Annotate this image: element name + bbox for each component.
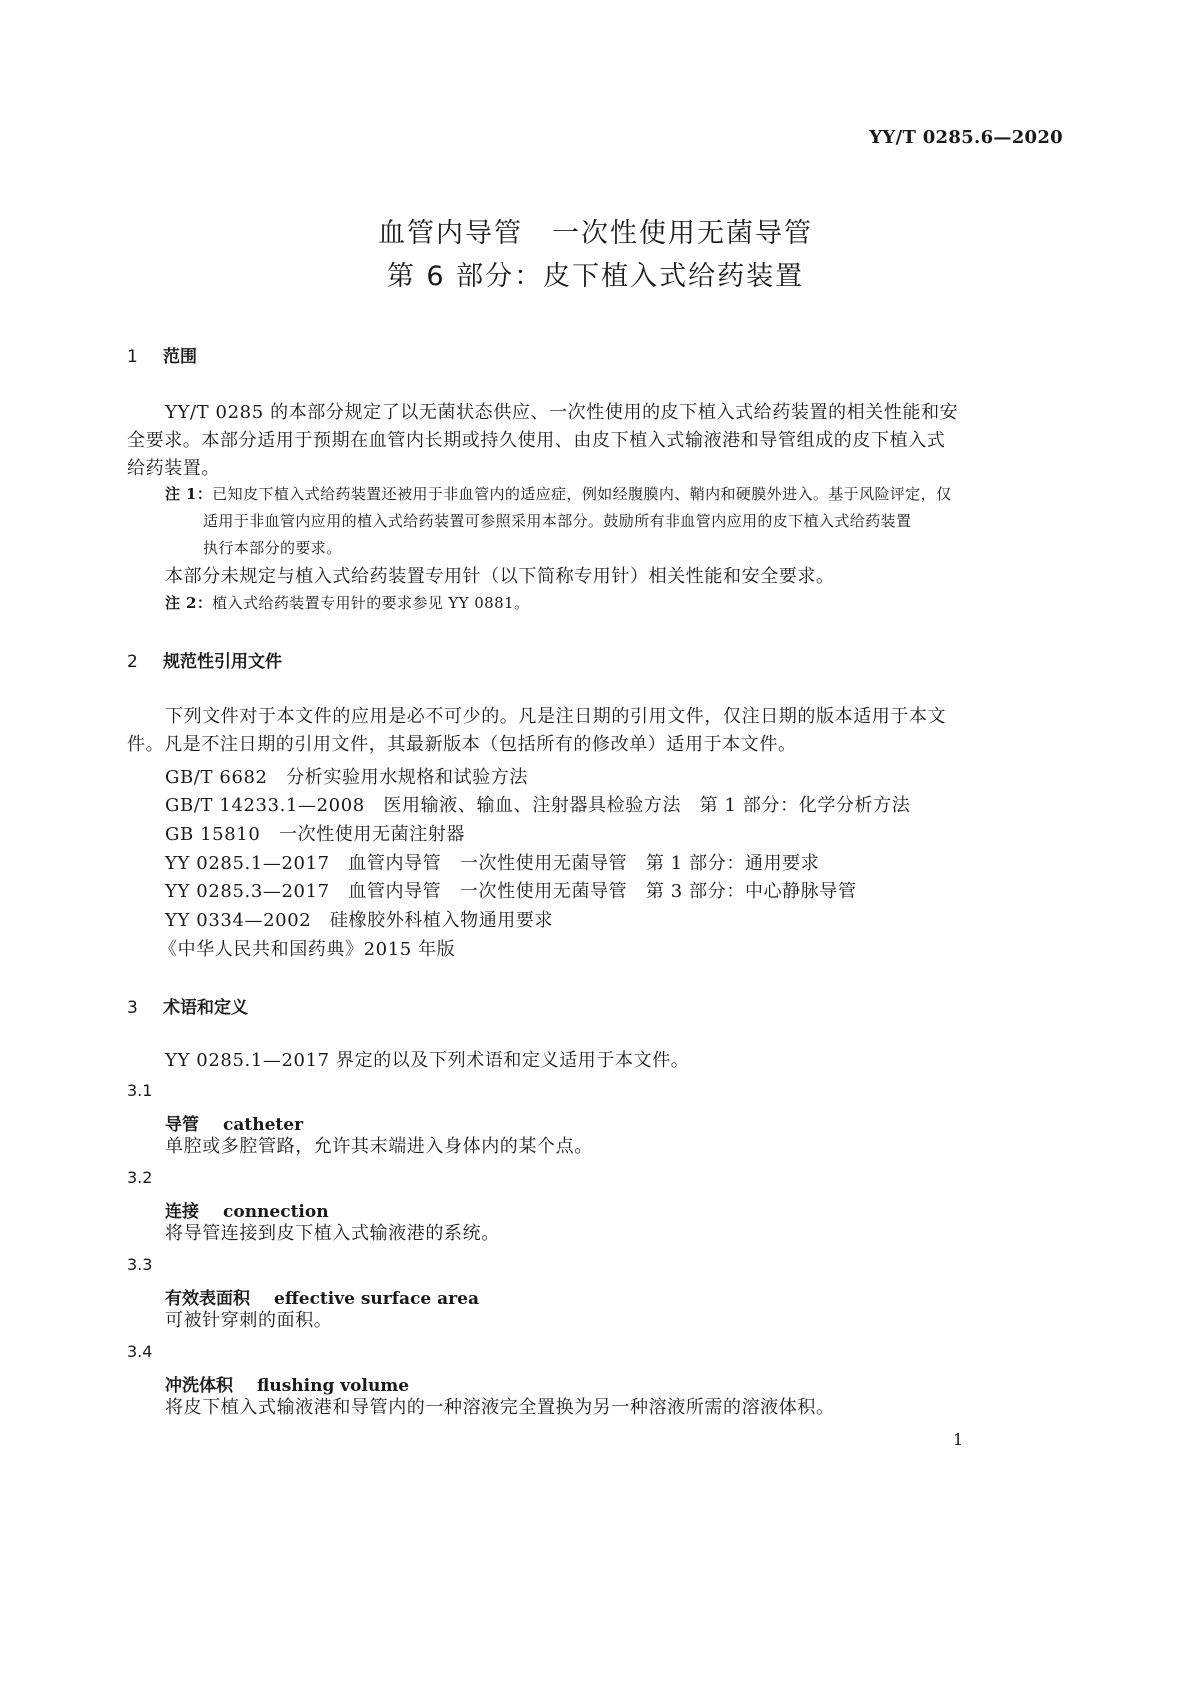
section-3-title: 术语和定义 xyxy=(163,998,248,1018)
note-1-line1 xyxy=(165,481,951,508)
reference-item: YY 0285.1—2017 血管内导管 一次性使用无菌导管 第 1 部分：通用要求 xyxy=(165,853,820,874)
reference-item: YY 0285.3—2017 血管内导管 一次性使用无菌导管 第 3 部分：中心静脉导管 xyxy=(165,881,857,902)
reference-item: 《中华人民共和国药典》2015 年版 xyxy=(159,939,456,960)
term-number: 3.4 xyxy=(127,1342,153,1361)
standard-code: YY/T 0285.6—2020 xyxy=(869,127,1063,148)
term-en: flushing volume xyxy=(257,1376,410,1396)
document-title-line2: 第 6 部分：皮下植入式给药装置 xyxy=(386,261,805,292)
section-3-number: 3 xyxy=(127,998,138,1018)
note-1-line3: 执行本部分的要求。 xyxy=(203,539,342,557)
section-2-para-line1: 下列文件对于本文件的应用是必不可少的。凡是注日期的引用文件，仅注日期的版本适用于本文 xyxy=(165,706,947,727)
term-definition: 可被针穿刺的面积。 xyxy=(165,1310,333,1331)
note-2 xyxy=(165,590,529,617)
reference-item: YY 0334—2002 硅橡胶外科植入物通用要求 xyxy=(165,910,554,931)
term-en: catheter xyxy=(223,1115,304,1135)
section-2-number: 2 xyxy=(127,652,138,672)
reference-item: GB 15810 一次性使用无菌注射器 xyxy=(165,824,465,845)
term-definition: 将导管连接到皮下植入式输液港的系统。 xyxy=(165,1223,500,1244)
section-3-intro: YY 0285.1—2017 界定的以及下列术语和定义适用于本文件。 xyxy=(165,1050,690,1071)
section-1-para1-line2: 全要求。本部分适用于预期在血管内长期或持久使用、由皮下植入式输液港和导管组成的皮下植入式 xyxy=(127,430,946,451)
term-zh: 有效表面积 xyxy=(165,1289,250,1309)
section-1-para1-line1: YY/T 0285 的本部分规定了以无菌状态供应、一次性使用的皮下植入式给药装置的相关性能和安 xyxy=(165,402,959,423)
section-1-number: 1 xyxy=(127,347,138,367)
section-1-title: 范围 xyxy=(163,347,197,367)
term-zh: 导管 xyxy=(165,1115,199,1135)
section-1-para2: 本部分未规定与植入式给药装置专用针（以下简称专用针）相关性能和安全要求。 xyxy=(165,566,835,587)
note-2-label: 注 2： xyxy=(165,594,213,612)
term-en: effective surface area xyxy=(274,1289,479,1309)
term-definition: 将皮下植入式输液港和导管内的一种溶液完全置换为另一种溶液所需的溶液体积。 xyxy=(165,1397,835,1418)
section-2-title: 规范性引用文件 xyxy=(163,652,282,672)
note-1-line2: 适用于非血管内应用的植入式给药装置可参照采用本部分。鼓励所有非血管内应用的皮下植入式给药装置 xyxy=(203,512,912,530)
note-1-label: 注 1： xyxy=(165,485,213,503)
term-number: 3.2 xyxy=(127,1168,153,1187)
reference-item: GB/T 14233.1—2008 医用输液、输血、注射器具检验方法 第 1 部分：化学分析方法 xyxy=(165,795,911,816)
section-3-heading xyxy=(127,993,248,1018)
term-number: 3.3 xyxy=(127,1255,153,1274)
document-title-line1: 血管内导管 一次性使用无菌导管 xyxy=(378,218,813,249)
note-1-text: 已知皮下植入式给药装置还被用于非血管内的适应症，例如经腹膜内、鞘内和硬膜外进入。基于风险评定，仅 xyxy=(212,485,952,503)
section-2-heading xyxy=(127,647,282,672)
reference-item: GB/T 6682 分析实验用水规格和试验方法 xyxy=(165,767,529,788)
term-zh: 冲洗体积 xyxy=(165,1376,233,1396)
term-number: 3.1 xyxy=(127,1081,153,1100)
term-en: connection xyxy=(223,1202,329,1222)
note-2-text: 植入式给药装置专用针的要求参见 YY 0881。 xyxy=(212,594,530,612)
section-2-para-line2: 件。凡是不注日期的引用文件，其最新版本（包括所有的修改单）适用于本文件。 xyxy=(127,734,797,755)
page-number: 1 xyxy=(953,1430,964,1449)
term-zh: 连接 xyxy=(165,1202,199,1222)
section-1-heading xyxy=(127,342,197,367)
section-1-para1-line3: 给药装置。 xyxy=(127,458,220,479)
term-definition: 单腔或多腔管路，允许其末端进入身体内的某个点。 xyxy=(165,1136,593,1157)
